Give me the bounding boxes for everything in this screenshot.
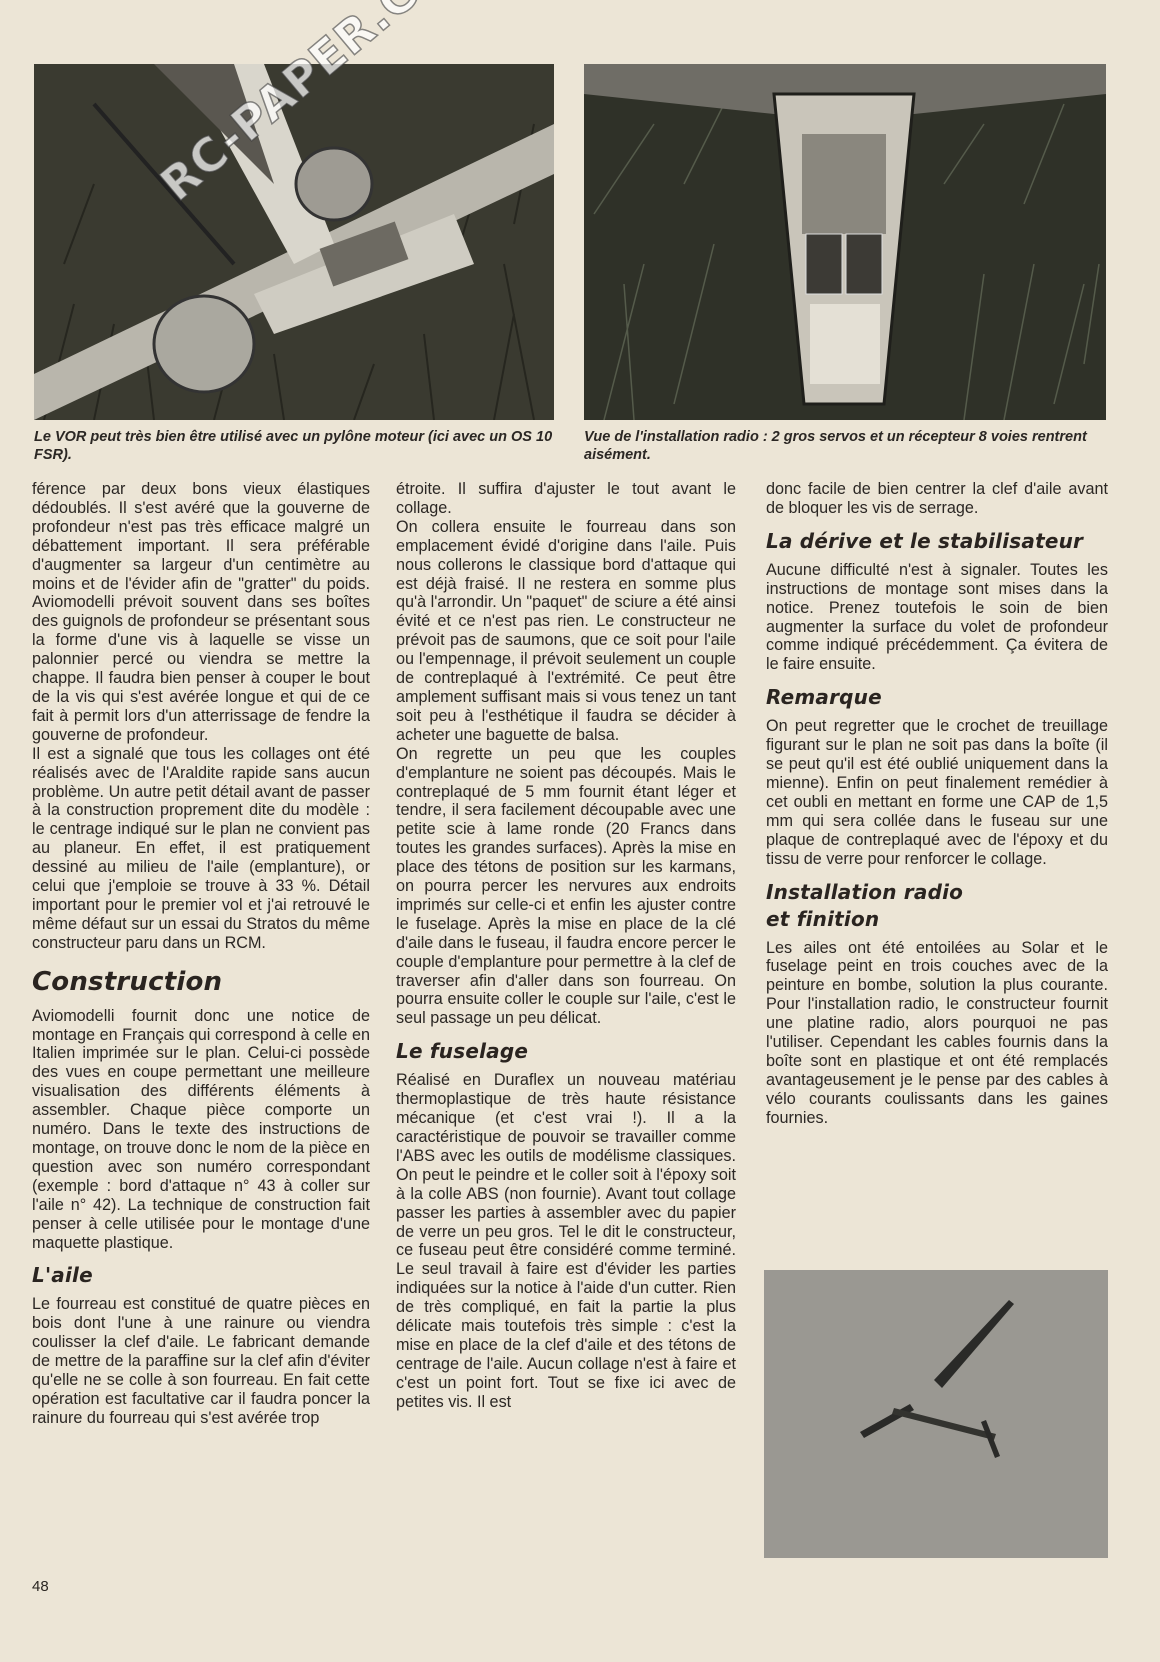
paragraph: Aviomodelli fournit donc une notice de montage en Français qui correspond à celle en Italien imprimée sur le plan. Celui-ci possède des vues en coupe permettant une meilleure visualisation des différents éléments à assembler. Chaque pièce comporte un numéro. Dans le texte des instructions de montage, on trouve donc le nom de la pièce en question avec son numéro correspondant (exemple : bord d'attaque n° 43 à coller sur l'aile n° 42). La technique de construction fait penser à celle utilisée pour le montage d'une maquette plastique.: [32, 1006, 370, 1252]
heading-remarque: Remarque: [766, 685, 882, 710]
caption-photo-radio: Vue de l'installation radio : 2 gros servos et un récepteur 8 voies rentrent aisément.: [584, 429, 1087, 463]
paragraph: On peut regretter que le crochet de treuillage figurant sur le plan ne soit pas dans la boîte (il se peut qu'il est été oublié uniquement dans la mienne). Enfin on peut finalement remédier à cet oubli en mettant en forme une CAP de 1,5 mm qui sera collée dans le fuseau sur une plaque de contreplaqué avec de l'époxy et du tissu de verre pour renforcer le collage.: [766, 717, 1108, 868]
paragraph: On regrette un peu que les couples d'emplanture ne soient pas découpés. Mais le contreplaqué de 5 mm fournit étant léger et tendre, il sera facilement découpable avec une petite scie à lame ronde (20 Francs dans toutes les grandes surfaces). Après la mise en place des tétons de position sur les karmans, on pourra percer les nervures aux endroits imprimés sur celle-ci et enfin les ajuster contre le fuselage. Après la mise en place de la clé d'aile dans le fuseau, il faudra encore percer le couple d'emplanture pour permettre à la clef de traverser afin d'aller dans son fourreau. On pourra ensuite coller le couple sur l'aile, c'est le seul passage un peu délicat.: [396, 744, 736, 1028]
heading-installation-radio: Installation radio: [766, 879, 964, 904]
paragraph: Les ailes ont été entoilées au Solar et le fuselage peint en trois couches avec de la peinture en bombe, solution la plus courante. Pour l'installation radio, le constructeur fournit une platine radio, alors pourquoi ne pas l'utiliser. Cependant les cables fournis dans la boîte sont en plastique et ont été remplacés avantageusement je le pense par des cables à vélo courants coulissants dans les gaines fournies.: [766, 938, 1108, 1127]
heading-fuselage: Le fuselage: [396, 1039, 529, 1064]
paragraph: étroite. Il suffira d'ajuster le tout avant le collage.: [396, 480, 736, 517]
text-column-2: [396, 480, 736, 1412]
photo-pylon-engine: [34, 64, 554, 420]
heading-finition: et finition: [766, 906, 880, 931]
text-column-1: [32, 480, 370, 1428]
paragraph: donc facile de bien centrer la clef d'aile avant de bloquer les vis de serrage.: [766, 480, 1108, 517]
paragraph: férence par deux bons vieux élastiques dédoublés. Il s'est avéré que la gouverne de profondeur n'est pas très efficace malgré un débattement important. Il sera préférable d'augmenter sa largeur d'un centimètre au moins et de l'évider afin de "gratter" du poids. Aviomodelli prévoit souvent dans ses boîtes des guignols de profondeur se présentant sous la forme d'une vis à laquelle se visse un palonnier percé ou viendra se mettre la chappe. Il faudra bien penser à couper le bout de la vis qui s'est avérée longue et qui de ce fait à permit lors d'un atterrissage de fendre la gouverne de profondeur.: [32, 480, 370, 744]
paragraph: Le fourreau est constitué de quatre pièces en bois dont l'une à une rainure ou viendra coulisser la clef d'aile. Le fabricant demande de mettre de la paraffine sur la clef afin d'éviter qu'elle ne se colle à son fourreau. En fait cette opération est facultative car il faudra poncer la rainure du fourreau qui s'est avérée trop: [32, 1295, 370, 1427]
heading-derive-stabilisateur: La dérive et le stabilisateur: [766, 528, 1084, 553]
paragraph: Réalisé en Duraflex un nouveau matériau thermoplastique de très haute résistance mécanique (et c'est vrai !). Il a la caractéristique de pouvoir se travailler comme l'ABS avec les outils de modélisme classiques. On peut le peindre et le coller soit à l'époxy soit à la colle ABS (non fournie). Avant tout collage passer les parties à assembler avec du papier de verre un peu gros. Tel le dit le constructeur, ce fuseau peut être considéré comme terminé. Le seul travail à faire est d'évider les parties indiquées sur la notice à l'aide d'un cutter. Rien de très compliqué, en fait la partie la plus délicate mais toutefois très simple : c'est la mise en place de la clef d'aile et des tétons de centrage de l'aile. Aucun collage n'est à faire et c'est un point fort. Tout se fixe ici avec de petites vis. Il est: [396, 1071, 736, 1411]
page-number: 48: [32, 1578, 49, 1595]
photo-radio-installation: [584, 64, 1106, 420]
photo-glider-in-flight: [764, 1270, 1108, 1558]
heading-construction: Construction: [32, 966, 223, 997]
paragraph: Aucune difficulté n'est à signaler. Toutes les instructions de montage sont mises dans la notice. Prenez toutefois le soin de bien augmenter la surface du volet de profondeur comme indiqué précédemment. Ça évitera de le faire ensuite.: [766, 560, 1108, 674]
paragraph: On collera ensuite le fourreau dans son emplacement évidé d'origine dans l'aile. Puis nous collerons le classique bord d'attaque qui est déjà fraisé. Il ne restera en somme plus qu'à l'arrondir. Un "paquet" de sciure a été ainsi évité et ce n'est pas rien. Le constructeur ne prévoit pas de saumons, que ce soit pour l'aile ou l'empennage, il prévoit seulement un couple de contreplaqué à l'extrémité. Ce peut être amplement suffisant mais si vous tenez un tant soit peu à l'esthétique il faudra se décider à acheter une baguette de balsa.: [396, 517, 736, 744]
heading-aile: L'aile: [32, 1263, 93, 1288]
paragraph: Il est a signalé que tous les collages ont été réalisés avec de l'Araldite rapide sans aucun problème. Un autre petit détail avant de passer à la construction proprement dite du modèle : le centrage indiqué sur le plan ne convient pas au planeur. En effet, il est pratiquement dessiné au milieu de l'aile (emplanture), or celui que j'emploie se trouve à 33 %. Détail important pour le premier vol et j'ai retrouvé le même défaut sur un essai du Stratos du même constructeur paru dans un RCM.: [32, 744, 370, 952]
caption-photo-pylon: Le VOR peut très bien être utilisé avec un pylône moteur (ici avec un OS 10 FSR).: [34, 429, 553, 463]
text-column-3: [766, 480, 1108, 1128]
